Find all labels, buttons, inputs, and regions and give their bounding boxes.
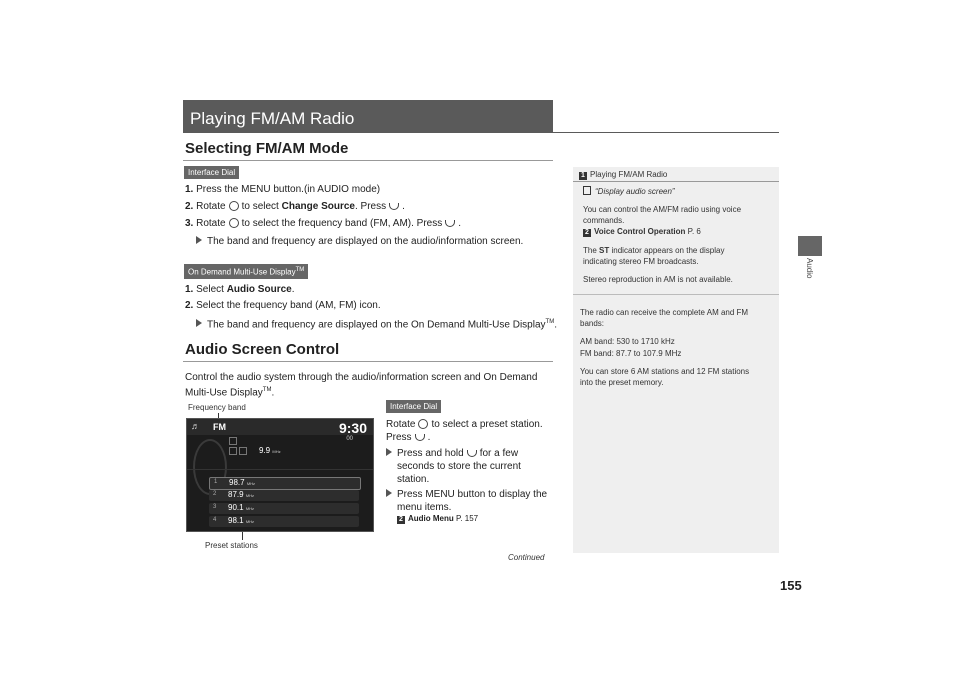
dial-result: The band and frequency are displayed on the audio/information screen. <box>196 235 523 248</box>
reference-icon: 2 <box>397 516 405 524</box>
step-3: 3. Rotate to select the frequency band (FM, AM). Press . <box>185 218 462 229</box>
continued-label: Continued <box>508 553 545 562</box>
voice-icon <box>583 186 591 195</box>
sidebar-rule <box>573 181 779 182</box>
preset-line-1: Rotate to select a preset station. <box>386 419 543 430</box>
screen-divider <box>187 469 373 470</box>
screen-icon <box>239 447 247 455</box>
section-tab-label: Audio <box>805 258 814 279</box>
press-dial-icon <box>445 220 455 227</box>
result-arrow-icon <box>196 319 202 327</box>
screen-intro-line-1: Control the audio system through the audio/information screen and On Demand <box>185 372 538 383</box>
result-arrow-icon <box>196 236 202 244</box>
section-heading-screen: Audio Screen Control <box>185 341 340 358</box>
result-arrow-icon <box>386 448 392 456</box>
on-demand-tag: On Demand Multi-Use Display™ <box>184 264 308 279</box>
screen-band: FM <box>213 422 226 432</box>
step-2: 2. Rotate to select Change Source. Press . <box>185 201 405 212</box>
rotate-dial-icon <box>229 201 239 211</box>
preset-station[interactable]: 3 90.1 MHz <box>209 503 359 514</box>
section-rule <box>183 160 553 161</box>
screen-icon <box>229 447 237 455</box>
section-tab-marker <box>798 236 822 256</box>
sidebar-rule <box>573 294 779 295</box>
music-note-icon: ♬ <box>191 421 200 431</box>
sidebar-heading: 1 Playing FM/AM Radio <box>579 170 667 180</box>
sidebar-preset-text: You can store 6 AM stations and 12 FM stations into the preset memory. <box>580 367 750 387</box>
press-dial-icon <box>389 203 399 210</box>
menu-line-1: Press MENU button to display the <box>386 488 547 501</box>
hold-line-2: seconds to store the current <box>397 461 521 472</box>
press-dial-icon <box>467 450 477 457</box>
audio-screen <box>186 418 374 532</box>
odmd-step-2: 2. Select the frequency band (AM, FM) icon. <box>185 300 381 311</box>
hold-line-3: station. <box>397 474 430 485</box>
page-number: 155 <box>780 578 802 593</box>
interface-dial-tag: Interface Dial <box>386 400 441 413</box>
screen-clock: 9:30 <box>338 420 367 436</box>
hold-line-1: Press and hold for a few <box>386 447 518 460</box>
result-arrow-icon <box>386 489 392 497</box>
odmd-step-1: 1. Select Audio Source. <box>185 284 295 295</box>
reference-icon: 2 <box>583 229 591 237</box>
sidebar-band-ranges: AM band: 530 to 1710 kHz FM band: 87.7 to 107.9 MHz <box>580 337 682 358</box>
rotate-dial-icon <box>418 419 428 429</box>
callout-preset-stations: Preset stations <box>205 541 258 550</box>
screen-intro-line-2: Multi-Use Display™. <box>185 387 275 399</box>
preset-station[interactable]: 4 98.1 MHz <box>209 516 359 527</box>
voice-command: “Display audio screen” <box>583 186 675 196</box>
screen-icon <box>229 437 237 445</box>
section-rule <box>183 361 553 362</box>
rotate-dial-icon <box>229 218 239 228</box>
sidebar-stereo-text: The ST indicator appears on the display indicating stereo FM broadcasts. <box>583 246 725 266</box>
step-1: 1. Press the MENU button.(in AUDIO mode) <box>185 184 381 195</box>
audio-menu-ref[interactable]: 2 Audio Menu P. 157 <box>397 514 478 524</box>
callout-frequency-band: Frequency band <box>188 403 246 412</box>
voice-control-ref[interactable]: 2 Voice Control Operation P. 6 <box>583 226 741 237</box>
current-frequency: 9.9 MHz <box>259 446 281 455</box>
press-dial-icon <box>415 434 425 441</box>
screen-volume: 00 <box>346 436 353 442</box>
preset-station[interactable]: 1 98.7 MHz <box>209 477 361 490</box>
preset-station[interactable]: 2 87.9 MHz <box>209 490 359 501</box>
menu-line-2: menu items. <box>397 502 452 513</box>
sidebar-text: You can control the AM/FM radio using voice commands. 2 Voice Control Operation P. 6 <box>583 205 742 236</box>
odmd-result: The band and frequency are displayed on the On Demand Multi-Use Display™. <box>196 316 557 331</box>
interface-dial-tag: Interface Dial <box>184 166 239 179</box>
page-title: Playing FM/AM Radio <box>190 109 355 128</box>
section-heading-mode: Selecting FM/AM Mode <box>185 140 349 157</box>
header-rule <box>553 132 779 133</box>
preset-line-2: Press . <box>386 432 431 443</box>
sidebar-am-stereo: Stereo reproduction in AM is not available. <box>583 275 733 284</box>
sidebar-bands-text: The radio can receive the complete AM and FM bands: <box>580 308 749 328</box>
note-icon: 1 <box>579 172 587 180</box>
